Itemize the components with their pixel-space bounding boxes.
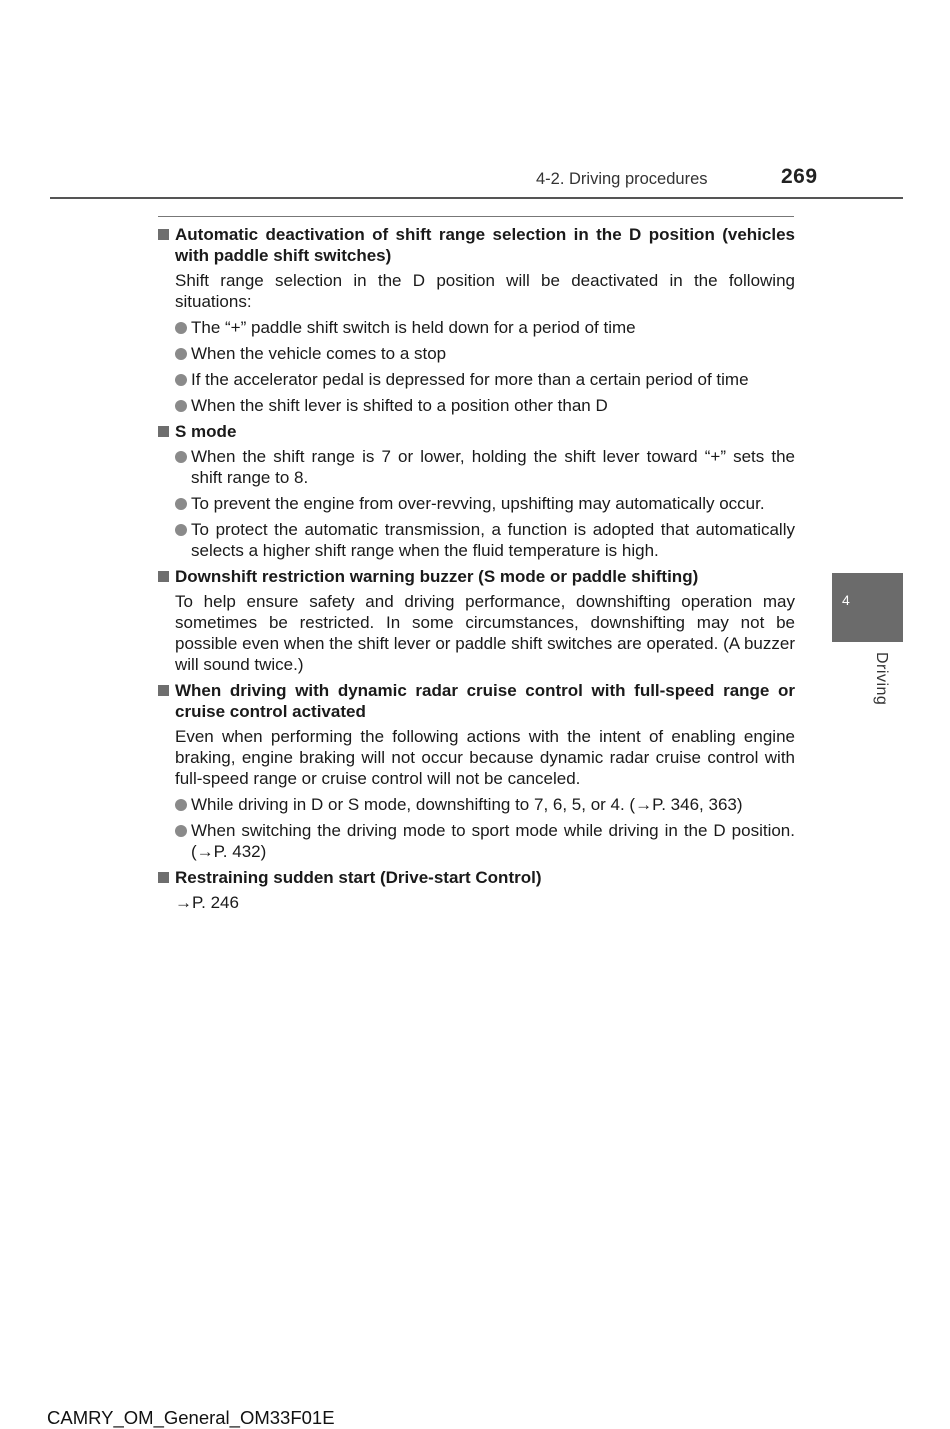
bullet-text: When the shift lever is shifted to a position other than D xyxy=(191,396,608,415)
bullet-text: When the shift range is 7 or lower, holding the shift lever toward “+” sets the shift range to 8. xyxy=(191,447,795,487)
section-paragraph: To help ensure safety and driving performance, downshifting operation may sometimes be restricted. In some circumstances, downshifting may not be possible even when the shift lever or paddle shift switches are operated. (A buzzer will sound twice.) xyxy=(175,592,795,674)
square-bullet-icon xyxy=(158,872,169,883)
circle-bullet-icon xyxy=(175,799,187,811)
circle-bullet-icon xyxy=(175,400,187,412)
main-content xyxy=(158,224,795,918)
section-heading xyxy=(158,421,795,442)
square-bullet-icon xyxy=(158,571,169,582)
heading-text: Downshift restriction warning buzzer (S mode or paddle shifting) xyxy=(175,567,699,586)
bullet-text: To prevent the engine from over-revving, upshifting may automatically occur. xyxy=(191,494,765,513)
circle-bullet-icon xyxy=(175,825,187,837)
chapter-tab-label: Driving xyxy=(873,652,890,706)
bullet-text: The “+” paddle shift switch is held down for a period of time xyxy=(191,318,636,337)
bullet-item xyxy=(158,446,795,488)
square-bullet-icon xyxy=(158,229,169,240)
circle-bullet-icon xyxy=(175,451,187,463)
section-heading xyxy=(158,224,795,266)
heading-text: Restraining sudden start (Drive-start Control) xyxy=(175,868,542,887)
circle-bullet-icon xyxy=(175,348,187,360)
bullet-text: While driving in D or S mode, downshifting to 7, 6, 5, or 4. (→P. 346, 363) xyxy=(191,795,743,814)
bullet-text: When the vehicle comes to a stop xyxy=(191,344,447,363)
section-heading xyxy=(158,566,795,587)
circle-bullet-icon xyxy=(175,524,187,536)
square-bullet-icon xyxy=(158,426,169,437)
bullet-item xyxy=(158,395,795,416)
circle-bullet-icon xyxy=(175,498,187,510)
bullet-text: When switching the driving mode to sport mode while driving in the D position. (→P. 432) xyxy=(191,821,795,861)
bullet-item xyxy=(158,317,795,338)
bullet-text: If the accelerator pedal is depressed for more than a certain period of time xyxy=(191,370,749,389)
content-divider xyxy=(158,216,794,217)
circle-bullet-icon xyxy=(175,322,187,334)
bullet-item xyxy=(158,794,795,815)
circle-bullet-icon xyxy=(175,374,187,386)
section-heading xyxy=(158,680,795,722)
square-bullet-icon xyxy=(158,685,169,696)
footer-document-id: CAMRY_OM_General_OM33F01E xyxy=(47,1407,335,1428)
section-heading xyxy=(158,867,795,888)
page-reference-link[interactable]: →P. 246 xyxy=(175,893,239,912)
heading-text: S mode xyxy=(175,422,237,441)
bullet-item xyxy=(158,369,795,390)
bullet-item xyxy=(158,343,795,364)
bullet-item xyxy=(158,820,795,862)
chapter-tab-number: 4 xyxy=(842,592,850,608)
header-section-title: 4-2. Driving procedures xyxy=(536,170,708,188)
section-paragraph: Even when performing the following actions with the intent of enabling engine braking, engine braking will not occur because dynamic radar cruise control with full-speed range or cruise control will not be canceled. xyxy=(175,727,795,788)
heading-text: Automatic deactivation of shift range selection in the D position (vehicles with paddle shift switches) xyxy=(175,225,795,265)
heading-text: When driving with dynamic radar cruise control with full-speed range or cruise control activated xyxy=(175,681,795,721)
bullet-item xyxy=(158,493,795,514)
bullet-item xyxy=(158,519,795,561)
header-divider xyxy=(50,197,903,199)
page-number: 269 xyxy=(781,165,818,188)
section-paragraph: Shift range selection in the D position will be deactivated in the following situations: xyxy=(175,271,795,311)
bullet-text: To protect the automatic transmission, a function is adopted that automatically selects a higher shift range when the fluid temperature is high. xyxy=(191,520,795,560)
